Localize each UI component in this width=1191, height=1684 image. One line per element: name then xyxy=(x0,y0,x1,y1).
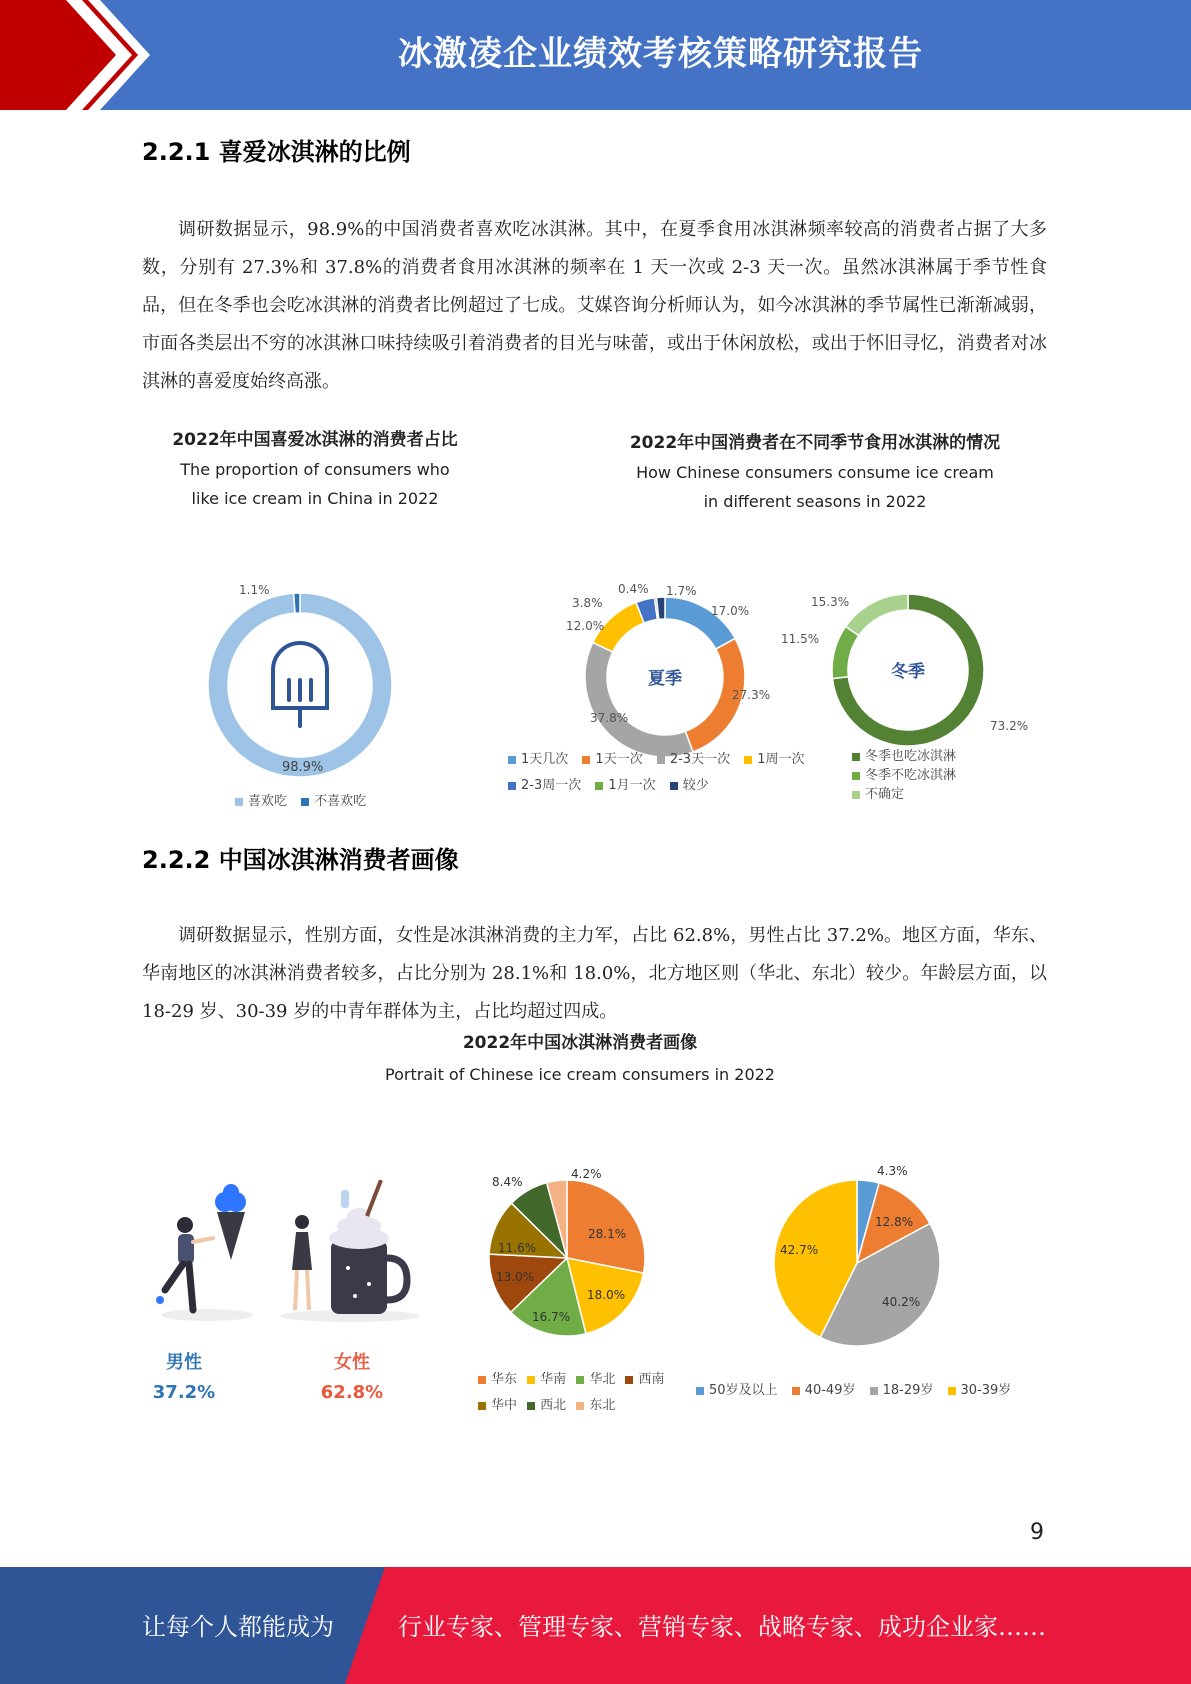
footer-slogan-right: 行业专家、管理专家、营销专家、战略专家、成功企业家…… xyxy=(398,1613,1046,1641)
legend-item xyxy=(852,747,1012,766)
figure1-title-en-line1: The proportion of consumers who xyxy=(180,460,450,479)
male-figure-illustration xyxy=(156,1184,253,1321)
legend-item xyxy=(508,747,568,773)
legend-swatch xyxy=(870,1387,878,1395)
legend-label: 较少 xyxy=(682,778,709,793)
legend-label: 华中 xyxy=(491,1398,518,1413)
region-label-7: 4.2% xyxy=(571,1167,602,1181)
winter-label-2: 11.5% xyxy=(781,632,820,646)
region-legend xyxy=(478,1367,678,1419)
legend-label: 1月一次 xyxy=(608,778,656,793)
legend-label: 西南 xyxy=(638,1372,665,1387)
summer-label-3: 37.8% xyxy=(590,711,629,725)
legend-swatch xyxy=(948,1387,956,1395)
legend-item xyxy=(948,1378,1012,1404)
male-label: 男性 xyxy=(166,1352,202,1373)
legend-item xyxy=(657,747,730,773)
figure3-title-zh: 2022年中国冰淇淋消费者画像 xyxy=(462,1033,698,1053)
legend-swatch xyxy=(657,756,665,764)
legend-item xyxy=(696,1378,778,1404)
age-label-4: 42.7% xyxy=(780,1243,819,1257)
legend-swatch xyxy=(527,1402,535,1410)
love-label-dislike: 1.1% xyxy=(239,583,270,597)
summer-center-label: 夏季 xyxy=(648,669,682,689)
legend-label: 30-39岁 xyxy=(960,1383,1012,1398)
age-label-2: 12.8% xyxy=(875,1215,914,1229)
legend-swatch xyxy=(301,798,309,806)
legend-label: 不确定 xyxy=(865,787,905,802)
chart-love-donut xyxy=(195,580,405,790)
legend-swatch xyxy=(744,756,752,764)
legend-item xyxy=(478,1367,517,1393)
section-221-paragraph: 调研数据显示，98.9%的中国消费者喜欢吃冰淇淋。其中，在夏季食用冰淇淋频率较高的消费者占据了大多数，分别有 27.3%和 37.8%的消费者食用冰淇淋的频率在 1 天一次或 2-3 天一次。虽然冰淇淋属于季节性食品，但在冬季也会吃冰淇淋的消费者比例超过了七成。艾媒咨询分析师认为，如今冰淇淋的季节属性已渐渐减弱，市面各类层出不穷的冰淇淋口味持续吸引着消费者的目光与味蕾，或出于休闲放松，或出于怀旧寻忆，消费者对冰淇淋的喜爱度始终高涨。 xyxy=(142,219,1047,392)
legend-swatch xyxy=(478,1376,486,1384)
legend-item xyxy=(744,747,804,773)
legend-label: 冬季不吃冰淇淋 xyxy=(865,768,957,783)
page-footer xyxy=(0,1567,1191,1684)
figure3-title-en: Portrait of Chinese ice cream consumers in 2022 xyxy=(385,1065,775,1084)
legend-swatch xyxy=(852,753,860,761)
legend-swatch xyxy=(625,1376,633,1384)
legend-item xyxy=(625,1367,664,1393)
figure1-title-en-line2: like ice cream in China in 2022 xyxy=(191,489,439,508)
figure2-title-en-line2: in different seasons in 2022 xyxy=(703,492,927,511)
summer-label-5: 3.8% xyxy=(572,596,603,610)
summer-label-6: 0.4% xyxy=(618,582,649,596)
footer-slogan-left: 让每个人都能成为 xyxy=(142,1613,334,1641)
legend-label: 1周一次 xyxy=(757,752,805,767)
figure3-title xyxy=(340,1028,820,1089)
age-label-3: 40.2% xyxy=(882,1295,921,1309)
love-slice-2 xyxy=(294,593,300,613)
page-header xyxy=(0,0,1191,110)
document-title: 冰激凌企业绩效考核策略研究报告 xyxy=(398,34,923,74)
legend-item xyxy=(478,1393,517,1419)
legend-swatch xyxy=(576,1376,584,1384)
legend-item xyxy=(670,773,709,799)
age-legend xyxy=(696,1378,1046,1404)
winter-slice-3 xyxy=(846,594,908,636)
summer-label-1: 17.0% xyxy=(711,604,750,618)
legend-swatch xyxy=(582,756,590,764)
legend-label: 1天几次 xyxy=(521,752,569,767)
winter-center-label: 冬季 xyxy=(891,662,925,682)
winter-legend xyxy=(852,747,1012,804)
legend-label: 2-3天一次 xyxy=(669,752,731,767)
age-label-1: 4.3% xyxy=(877,1164,908,1178)
winter-slice-2 xyxy=(832,626,859,678)
legend-item xyxy=(301,789,366,815)
figure2-title xyxy=(560,428,1070,516)
legend-item xyxy=(870,1378,934,1404)
region-label-5: 11.6% xyxy=(498,1241,537,1255)
section-heading-222: 2.2.2 中国冰淇淋消费者画像 xyxy=(142,846,459,874)
figure1-title xyxy=(140,425,490,513)
chart-age-pie xyxy=(772,1178,942,1348)
legend-swatch xyxy=(595,782,603,790)
legend-swatch xyxy=(852,772,860,780)
legend-item xyxy=(595,773,655,799)
region-label-1: 28.1% xyxy=(588,1227,627,1241)
region-label-3: 16.7% xyxy=(532,1310,571,1324)
legend-swatch xyxy=(527,1376,535,1384)
summer-label-7: 1.7% xyxy=(666,584,697,598)
legend-item xyxy=(852,766,1012,785)
legend-swatch xyxy=(235,798,243,806)
legend-label: 喜欢吃 xyxy=(248,794,288,809)
love-label-like: 98.9% xyxy=(282,760,324,775)
legend-item xyxy=(792,1378,856,1404)
summer-slice-3 xyxy=(585,642,693,757)
legend-item xyxy=(527,1393,566,1419)
legend-item xyxy=(582,747,642,773)
legend-swatch xyxy=(478,1402,486,1410)
legend-swatch xyxy=(670,782,678,790)
female-value: 62.8% xyxy=(320,1382,384,1403)
page-number: 9 xyxy=(1030,1520,1044,1545)
figure1-title-zh: 2022年中国喜爱冰淇淋的消费者占比 xyxy=(172,430,458,450)
legend-item xyxy=(527,1367,566,1393)
legend-item xyxy=(576,1393,615,1419)
legend-label: 50岁及以上 xyxy=(709,1383,778,1398)
legend-swatch xyxy=(696,1387,704,1395)
legend-label: 冬季也吃冰淇淋 xyxy=(865,749,957,764)
legend-item xyxy=(508,773,581,799)
chart-winter-donut xyxy=(830,592,986,748)
legend-swatch xyxy=(792,1387,800,1395)
winter-label-1: 73.2% xyxy=(990,719,1029,733)
legend-label: 2-3周一次 xyxy=(521,778,582,793)
love-legend xyxy=(235,789,376,815)
legend-item xyxy=(852,785,1012,804)
legend-swatch xyxy=(576,1402,584,1410)
legend-label: 不喜欢吃 xyxy=(314,794,367,809)
figure2-title-en-line1: How Chinese consumers consume ice cream xyxy=(636,463,994,482)
summer-label-2: 27.3% xyxy=(732,688,771,702)
winter-label-3: 15.3% xyxy=(811,595,850,609)
female-label: 女性 xyxy=(334,1352,370,1373)
legend-label: 西北 xyxy=(540,1398,567,1413)
section-222-paragraph: 调研数据显示，性别方面，女性是冰淇淋消费的主力军，占比 62.8%，男性占比 37.2%。地区方面，华东、华南地区的冰淇淋消费者较多，占比分别为 28.1%和 18.0%，北方地区则（华北、东北）较少。年龄层方面，以 18-29 岁、30-39 岁的中青年群体为主，占比均超过四成。 xyxy=(142,925,1047,1022)
ice-cream-icon xyxy=(273,643,327,726)
figure2-title-zh: 2022年中国消费者在不同季节食用冰淇淋的情况 xyxy=(629,433,1001,453)
male-value: 37.2% xyxy=(152,1382,216,1403)
legend-swatch xyxy=(508,782,516,790)
legend-label: 1天一次 xyxy=(595,752,643,767)
region-label-6: 8.4% xyxy=(492,1175,523,1189)
legend-label: 华东 xyxy=(491,1372,518,1387)
legend-label: 东北 xyxy=(589,1398,616,1413)
summer-slice-7 xyxy=(656,597,665,619)
region-label-2: 18.0% xyxy=(587,1288,626,1302)
legend-item xyxy=(576,1367,615,1393)
section-heading-221: 2.2.1 喜爱冰淇淋的比例 xyxy=(142,138,411,166)
summer-label-4: 12.0% xyxy=(566,619,605,633)
legend-label: 40-49岁 xyxy=(804,1383,856,1398)
legend-label: 18-29岁 xyxy=(882,1383,934,1398)
legend-swatch xyxy=(508,756,516,764)
legend-swatch xyxy=(852,791,860,799)
summer-legend xyxy=(508,747,838,799)
region-label-4: 13.0% xyxy=(496,1270,535,1284)
legend-item xyxy=(235,789,287,815)
legend-label: 华南 xyxy=(540,1372,567,1387)
gender-illustration xyxy=(145,1180,435,1330)
legend-label: 华北 xyxy=(589,1372,616,1387)
female-figure-illustration xyxy=(280,1180,420,1322)
